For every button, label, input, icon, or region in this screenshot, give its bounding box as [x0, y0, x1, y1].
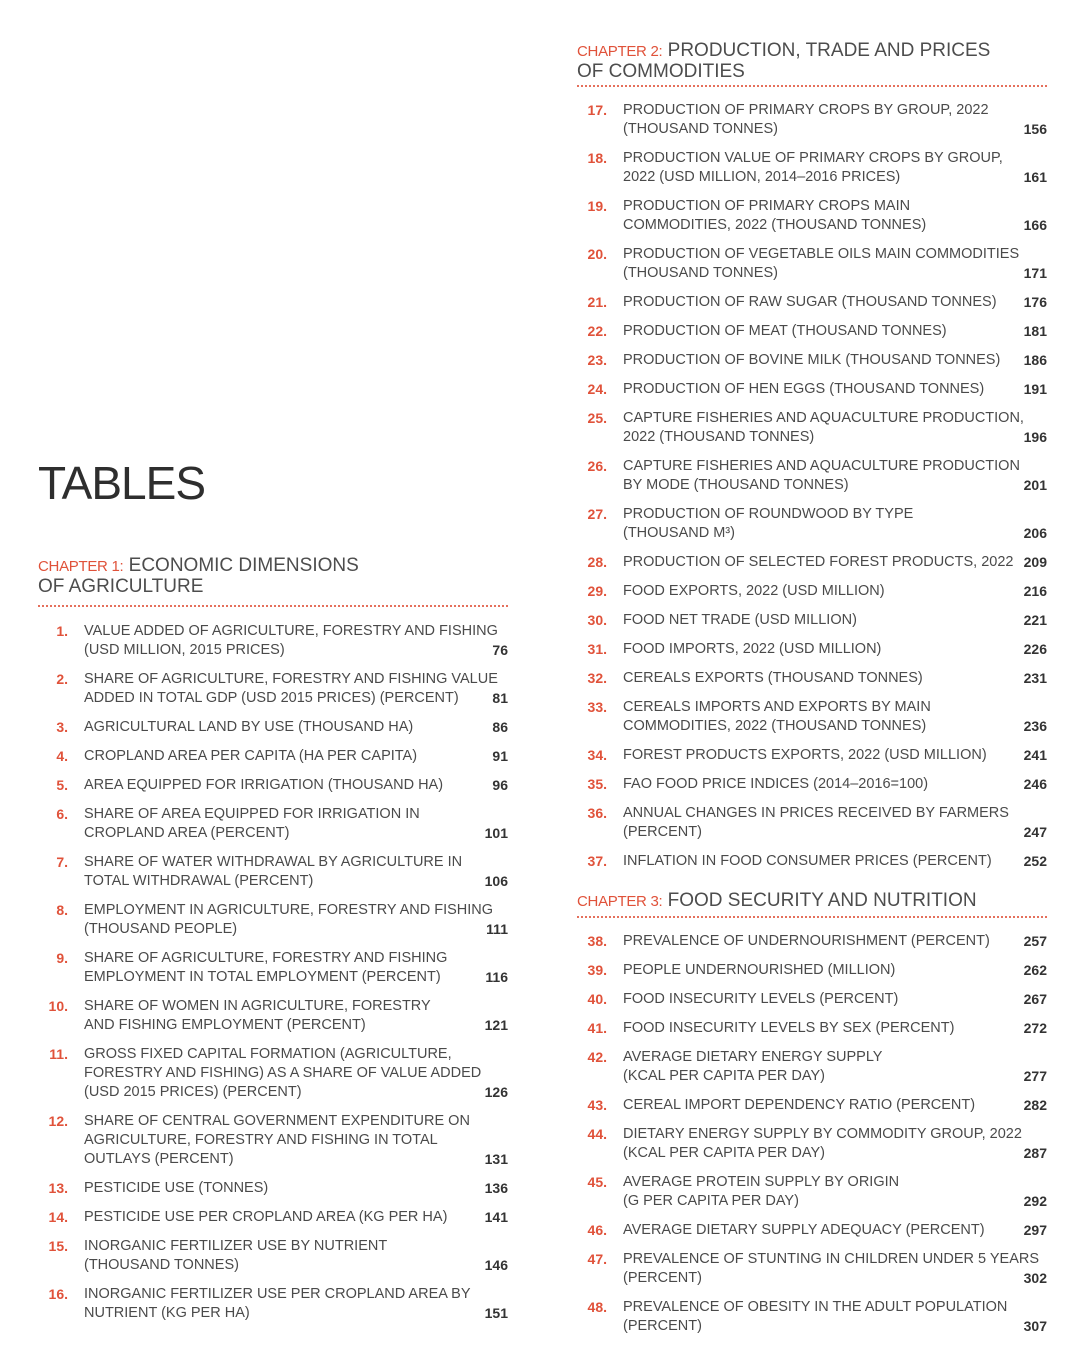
toc-entry-title	[623, 1298, 1007, 1336]
toc-entry-number: 11.	[49, 1046, 68, 1062]
toc-entry-title	[623, 553, 1014, 572]
toc-entry-title-line: SHARE OF WATER WITHDRAWAL BY AGRICULTURE IN	[84, 854, 463, 870]
toc-entry[interactable]	[38, 1045, 508, 1102]
toc-entry-title-line: DIETARY ENERGY SUPPLY BY COMMODITY GROUP, 2022	[623, 1126, 1022, 1142]
toc-entry[interactable]	[577, 804, 1047, 842]
chapter3-heading	[577, 891, 977, 912]
toc-entry-title-line: (THOUSAND TONNES)	[84, 1257, 239, 1273]
toc-entry-title	[623, 582, 885, 601]
toc-entry-title	[84, 1237, 387, 1275]
toc-entry-title-line: FOOD NET TRADE (USD MILLION)	[623, 612, 857, 628]
toc-entry-title-line: CEREALS EXPORTS (THOUSAND TONNES)	[623, 670, 923, 686]
toc-entry-title-line: PRODUCTION OF RAW SUGAR (THOUSAND TONNES)	[623, 294, 997, 310]
toc-entry-number: 29.	[587, 583, 607, 599]
toc-entry-number: 21.	[587, 294, 607, 310]
toc-entry-title-line: 2022 (THOUSAND TONNES)	[623, 429, 815, 445]
toc-entry[interactable]	[38, 622, 508, 660]
toc-entry[interactable]	[38, 1179, 508, 1198]
toc-entry[interactable]	[577, 197, 1047, 235]
toc-entry[interactable]	[38, 718, 508, 737]
toc-entry-title-line: (PERCENT)	[623, 1318, 702, 1334]
toc-entry[interactable]	[38, 1112, 508, 1169]
toc-entry-title-line: CEREAL IMPORT DEPENDENCY RATIO (PERCENT)	[623, 1097, 976, 1113]
toc-entry-title	[84, 901, 493, 939]
toc-entry-page-number: 292	[1023, 1193, 1047, 1209]
toc-entry-page-number: 246	[1023, 776, 1047, 792]
toc-entry-title	[84, 1045, 481, 1102]
toc-entry-page-number: 231	[1023, 670, 1047, 686]
toc-entry-title	[623, 1125, 1022, 1163]
chapter1-heading	[38, 556, 359, 597]
toc-entry-title-line: VALUE ADDED OF AGRICULTURE, FORESTRY AND FISHING	[84, 623, 498, 639]
toc-entry-number: 41.	[587, 1020, 607, 1036]
toc-entry-page-number: 201	[1023, 477, 1047, 493]
toc-entry-title-line: SHARE OF WOMEN IN AGRICULTURE, FORESTRY	[84, 998, 431, 1014]
toc-entry-title	[623, 932, 990, 951]
toc-entry-number: 39.	[587, 962, 607, 978]
toc-entry-title	[623, 1173, 899, 1211]
toc-entry-title-line: PESTICIDE USE (TONNES)	[84, 1180, 269, 1196]
toc-entry[interactable]	[38, 901, 508, 939]
toc-entry[interactable]	[577, 101, 1047, 139]
toc-entry-title-line: PRODUCTION VALUE OF PRIMARY CROPS BY GROUP,	[623, 150, 1003, 166]
toc-entry-number: 47.	[587, 1251, 607, 1267]
toc-entry-number: 42.	[587, 1049, 607, 1065]
toc-entry-title-line: GROSS FIXED CAPITAL FORMATION (AGRICULTURE,	[84, 1046, 452, 1062]
toc-entry[interactable]	[577, 1173, 1047, 1211]
toc-entry-title	[623, 611, 857, 630]
toc-entry-page-number: 216	[1023, 583, 1047, 599]
toc-entry[interactable]	[577, 1096, 1047, 1115]
toc-entry[interactable]	[577, 245, 1047, 283]
toc-entry[interactable]	[577, 961, 1047, 980]
toc-entry-title	[84, 949, 447, 987]
toc-entry[interactable]	[577, 553, 1047, 572]
toc-entry[interactable]	[38, 1208, 508, 1227]
toc-entry-page-number: 277	[1023, 1068, 1047, 1084]
toc-entry-page-number: 221	[1023, 612, 1047, 628]
toc-entry[interactable]	[577, 505, 1047, 543]
toc-entry[interactable]	[38, 670, 508, 708]
toc-entry-number: 46.	[587, 1222, 607, 1238]
toc-entry-title-line: PRODUCTION OF ROUNDWOOD BY TYPE	[623, 506, 914, 522]
toc-entry-title-line: FORESTRY AND FISHING) AS A SHARE OF VALUE ADDED	[84, 1065, 482, 1081]
toc-entry[interactable]	[38, 1285, 508, 1323]
toc-entry-title	[623, 1019, 954, 1038]
toc-entry-number: 3.	[56, 719, 68, 735]
toc-entry-title-line: CAPTURE FISHERIES AND AQUACULTURE PRODUCTION,	[623, 410, 1024, 426]
toc-entry-number: 38.	[587, 933, 607, 949]
toc-entry[interactable]	[577, 380, 1047, 399]
toc-entry-title	[623, 380, 984, 399]
toc-entry-number: 6.	[56, 806, 68, 822]
toc-entry[interactable]	[38, 949, 508, 987]
toc-entry-title	[623, 505, 913, 543]
toc-entry-title-line: SHARE OF CENTRAL GOVERNMENT EXPENDITURE ON	[84, 1113, 470, 1129]
toc-entry-title-line: PREVALENCE OF UNDERNOURISHMENT (PERCENT)	[623, 933, 990, 949]
toc-entry[interactable]	[577, 409, 1047, 447]
toc-entry-number: 40.	[587, 991, 607, 1007]
toc-entry-title	[623, 245, 1019, 283]
toc-entry-title-line: (THOUSAND M³)	[623, 525, 735, 541]
toc-entry-page-number: 101	[484, 825, 508, 841]
toc-entry-title-line: AVERAGE DIETARY ENERGY SUPPLY	[623, 1049, 883, 1065]
toc-entry[interactable]	[577, 1221, 1047, 1240]
toc-entry[interactable]	[577, 611, 1047, 630]
chapter3-title-line1: FOOD SECURITY AND NUTRITION	[667, 890, 977, 911]
toc-entry-title-line: (KCAL PER CAPITA PER DAY)	[623, 1068, 825, 1084]
toc-entry-number: 22.	[587, 323, 607, 339]
toc-entry-title	[623, 351, 1000, 370]
toc-entry-number: 10.	[48, 998, 68, 1014]
toc-entry-title-line: COMMODITIES, 2022 (THOUSAND TONNES)	[623, 217, 927, 233]
toc-entry-page-number: 241	[1023, 747, 1047, 763]
toc-entry-title-line: PRODUCTION OF PRIMARY CROPS MAIN	[623, 198, 911, 214]
toc-entry-page-number: 116	[485, 969, 508, 985]
toc-entry-title-line: NUTRIENT (KG PER HA)	[84, 1305, 250, 1321]
chapter2-divider	[577, 85, 1047, 87]
chapter1-toc-list	[38, 622, 508, 1322]
toc-entry[interactable]	[577, 1250, 1047, 1288]
toc-entry-page-number: 282	[1023, 1097, 1047, 1113]
toc-entry-page-number: 171	[1023, 265, 1047, 281]
chapter3-label: CHAPTER 3:	[577, 893, 663, 910]
toc-entry[interactable]	[577, 1125, 1047, 1163]
chapter1-title-line2: OF AGRICULTURE	[38, 576, 204, 597]
toc-entry-page-number: 297	[1023, 1222, 1047, 1238]
toc-entry-title	[84, 718, 413, 737]
toc-entry-page-number: 141	[484, 1209, 508, 1225]
toc-entry-title-line: CAPTURE FISHERIES AND AQUACULTURE PRODUCTION	[623, 458, 1020, 474]
toc-entry-title	[623, 1096, 975, 1115]
toc-entry-title-line: TOTAL WITHDRAWAL (PERCENT)	[84, 873, 314, 889]
toc-entry[interactable]	[38, 853, 508, 891]
toc-entry-page-number: 287	[1023, 1145, 1047, 1161]
toc-entry-title-line: OUTLAYS (PERCENT)	[84, 1151, 234, 1167]
toc-entry-title	[84, 805, 420, 843]
toc-entry-number: 16.	[48, 1286, 68, 1302]
toc-entry-title	[623, 1250, 1039, 1288]
toc-entry-page-number: 91	[492, 748, 508, 764]
page-title: TABLES	[38, 457, 205, 509]
toc-entry-title-line: (THOUSAND PEOPLE)	[84, 921, 238, 937]
toc-entry-page-number: 226	[1023, 641, 1047, 657]
toc-entry-title-line: (USD MILLION, 2015 PRICES)	[84, 642, 285, 658]
toc-entry-number: 19.	[587, 198, 607, 214]
toc-entry-title	[623, 746, 987, 765]
toc-entry-number: 44.	[587, 1126, 607, 1142]
toc-entry-title	[623, 101, 989, 139]
toc-entry[interactable]	[577, 669, 1047, 688]
toc-entry-title-line: EMPLOYMENT IN AGRICULTURE, FORESTRY AND FISHING	[84, 902, 494, 918]
toc-entry-number: 23.	[587, 352, 607, 368]
toc-entry-number: 17.	[587, 102, 607, 118]
toc-entry-page-number: 96	[492, 777, 508, 793]
toc-entry-number: 26.	[587, 458, 607, 474]
toc-entry-title	[84, 1285, 471, 1323]
toc-entry-number: 20.	[587, 246, 607, 262]
toc-entry-title	[623, 698, 931, 736]
toc-entry-title-line: (PERCENT)	[623, 1270, 702, 1286]
toc-entry-title-line: BY MODE (THOUSAND TONNES)	[623, 477, 849, 493]
toc-entry-title-line: AVERAGE DIETARY SUPPLY ADEQUACY (PERCENT)	[623, 1222, 985, 1238]
toc-entry-title-line: FOOD EXPORTS, 2022 (USD MILLION)	[623, 583, 885, 599]
toc-entry-title-line: FOREST PRODUCTS EXPORTS, 2022 (USD MILLION)	[623, 747, 987, 763]
toc-entry-title-line: FOOD INSECURITY LEVELS (PERCENT)	[623, 991, 899, 1007]
toc-entry-title-line: PREVALENCE OF OBESITY IN THE ADULT POPULATION	[623, 1299, 1008, 1315]
toc-entry-title-line: CROPLAND AREA (PERCENT)	[84, 825, 290, 841]
toc-entry-title-line: PRODUCTION OF BOVINE MILK (THOUSAND TONNES)	[623, 352, 1001, 368]
toc-entry-title	[623, 293, 997, 312]
toc-entry-page-number: 146	[484, 1257, 508, 1273]
toc-entry-title-line: SHARE OF AGRICULTURE, FORESTRY AND FISHING VALUE	[84, 671, 498, 687]
toc-entry-page-number: 191	[1023, 381, 1047, 397]
toc-entry-page-number: 302	[1023, 1270, 1047, 1286]
toc-entry-title	[623, 457, 1020, 495]
toc-entry-title-line: (G PER CAPITA PER DAY)	[623, 1193, 799, 1209]
toc-entry-page-number: 272	[1023, 1020, 1047, 1036]
toc-entry-title-line: SHARE OF AGRICULTURE, FORESTRY AND FISHING	[84, 950, 448, 966]
toc-entry[interactable]	[38, 805, 508, 843]
toc-entry[interactable]	[577, 698, 1047, 736]
toc-entry[interactable]	[577, 149, 1047, 187]
toc-entry-number: 15.	[48, 1238, 68, 1254]
toc-entry-number: 9.	[56, 950, 68, 966]
toc-entry-page-number: 106	[484, 873, 508, 889]
chapter1-divider	[38, 605, 508, 607]
toc-entry-page-number: 196	[1023, 429, 1047, 445]
toc-entry-title-line: CROPLAND AREA PER CAPITA (HA PER CAPITA)	[84, 748, 418, 764]
toc-entry-number: 27.	[587, 506, 607, 522]
chapter2-heading	[577, 41, 990, 82]
toc-entry-title-line: (PERCENT)	[623, 824, 702, 840]
toc-entry-number: 25.	[587, 410, 607, 426]
toc-entry-page-number: 267	[1023, 991, 1047, 1007]
toc-entry-title-line: SHARE OF AREA EQUIPPED FOR IRRIGATION IN	[84, 806, 420, 822]
toc-entry-page-number: 236	[1023, 718, 1047, 734]
toc-entry[interactable]	[577, 1298, 1047, 1336]
toc-entry-page-number: 156	[1023, 121, 1047, 137]
toc-entry-number: 7.	[56, 854, 68, 870]
toc-entry-title	[623, 640, 881, 659]
chapter2-label: CHAPTER 2:	[577, 43, 663, 60]
toc-entry-title	[84, 1112, 470, 1169]
toc-entry-page-number: 136	[484, 1180, 508, 1196]
toc-entry-number: 1.	[56, 623, 68, 639]
toc-entry-title	[84, 1208, 447, 1227]
toc-entry-number: 13.	[48, 1180, 68, 1196]
toc-entry-title-line: CEREALS IMPORTS AND EXPORTS BY MAIN	[623, 699, 931, 715]
toc-entry-title-line: INORGANIC FERTILIZER USE BY NUTRIENT	[84, 1238, 388, 1254]
toc-entry[interactable]	[577, 293, 1047, 312]
toc-entry-title	[623, 804, 1009, 842]
toc-entry-page-number: 111	[486, 921, 508, 937]
toc-entry-number: 34.	[587, 747, 607, 763]
toc-entry-number: 33.	[587, 699, 607, 715]
toc-entry-page-number: 252	[1023, 853, 1047, 869]
toc-entry-title	[84, 670, 498, 708]
toc-entry-title-line: AGRICULTURE, FORESTRY AND FISHING IN TOTAL	[84, 1132, 438, 1148]
toc-entry-page-number: 257	[1023, 933, 1047, 949]
toc-entry-title-line: PRODUCTION OF MEAT (THOUSAND TONNES)	[623, 323, 947, 339]
toc-entry-title	[84, 747, 417, 766]
toc-entry-page-number: 262	[1023, 962, 1047, 978]
toc-entry[interactable]	[577, 640, 1047, 659]
chapter3-divider	[577, 916, 1047, 918]
toc-entry-title	[623, 409, 1024, 447]
toc-entry-page-number: 176	[1023, 294, 1047, 310]
toc-entry-number: 5.	[56, 777, 68, 793]
toc-entry-title-line: FOOD IMPORTS, 2022 (USD MILLION)	[623, 641, 882, 657]
toc-entry-page-number: 86	[492, 719, 508, 735]
toc-entry-number: 30.	[587, 612, 607, 628]
toc-entry-title-line: PREVALENCE OF STUNTING IN CHILDREN UNDER 5 YEARS	[623, 1251, 1040, 1267]
toc-entry-title	[623, 1221, 985, 1240]
toc-entry-title-line: INORGANIC FERTILIZER USE PER CROPLAND AREA BY	[84, 1286, 471, 1302]
toc-entry[interactable]	[577, 351, 1047, 370]
toc-entry-title	[623, 852, 992, 871]
toc-entry-title-line: AVERAGE PROTEIN SUPPLY BY ORIGIN	[623, 1174, 900, 1190]
toc-entry-title	[623, 961, 895, 980]
toc-entry-number: 31.	[587, 641, 607, 657]
toc-entry-number: 24.	[587, 381, 607, 397]
toc-entry[interactable]	[577, 775, 1047, 794]
toc-entry-page-number: 206	[1023, 525, 1047, 541]
toc-entry-title	[623, 669, 923, 688]
toc-entry[interactable]	[38, 776, 508, 795]
toc-entry-number: 2.	[56, 671, 68, 687]
toc-entry-number: 8.	[56, 902, 68, 918]
chapter2-title-line1: PRODUCTION, TRADE AND PRICES	[667, 40, 991, 61]
toc-entry[interactable]	[38, 1237, 508, 1275]
toc-entry-title	[623, 775, 928, 794]
toc-entry-title	[84, 622, 498, 660]
toc-entry-page-number: 247	[1023, 824, 1047, 840]
toc-entry-number: 12.	[48, 1113, 68, 1129]
toc-entry-title-line: 2022 (USD MILLION, 2014–2016 PRICES)	[623, 169, 901, 185]
toc-entry[interactable]	[577, 746, 1047, 765]
toc-entry-title-line: (THOUSAND TONNES)	[623, 265, 778, 281]
toc-entry-title-line: COMMODITIES, 2022 (THOUSAND TONNES)	[623, 718, 927, 734]
toc-entry-page-number: 209	[1023, 554, 1047, 570]
toc-entry-title-line: PESTICIDE USE PER CROPLAND AREA (KG PER HA)	[84, 1209, 448, 1225]
toc-entry-title-line: EMPLOYMENT IN TOTAL EMPLOYMENT (PERCENT)	[84, 969, 441, 985]
toc-entry-page-number: 81	[492, 690, 508, 706]
toc-entry-title	[623, 1048, 882, 1086]
toc-entry-title	[84, 997, 431, 1035]
toc-entry-page-number: 166	[1023, 217, 1047, 233]
toc-entry-number: 4.	[56, 748, 68, 764]
toc-entry-title-line: FAO FOOD PRICE INDICES (2014–2016=100)	[623, 776, 929, 792]
toc-entry[interactable]	[577, 852, 1047, 871]
toc-entry-title-line: PRODUCTION OF SELECTED FOREST PRODUCTS, 2022	[623, 554, 1014, 570]
toc-entry-title	[623, 990, 898, 1009]
toc-entry-page-number: 186	[1023, 352, 1047, 368]
toc-entry-title	[623, 149, 1003, 187]
toc-entry-title	[623, 197, 926, 235]
toc-entry[interactable]	[577, 582, 1047, 601]
toc-entry[interactable]	[577, 457, 1047, 495]
toc-entry-page-number: 126	[484, 1084, 508, 1100]
toc-entry[interactable]	[38, 997, 508, 1035]
toc-entry-page-number: 151	[484, 1305, 508, 1321]
toc-entry-title-line: PRODUCTION OF HEN EGGS (THOUSAND TONNES)	[623, 381, 985, 397]
toc-entry-number: 18.	[587, 150, 607, 166]
toc-entry-title-line: PRODUCTION OF PRIMARY CROPS BY GROUP, 2022	[623, 102, 989, 118]
toc-entry[interactable]	[577, 932, 1047, 951]
toc-entry[interactable]	[577, 1019, 1047, 1038]
toc-entry-number: 35.	[587, 776, 607, 792]
toc-entry-title-line: AREA EQUIPPED FOR IRRIGATION (THOUSAND HA)	[84, 777, 444, 793]
toc-entry-page-number: 76	[492, 642, 508, 658]
toc-entry[interactable]	[38, 747, 508, 766]
toc-entry-title-line: PEOPLE UNDERNOURISHED (MILLION)	[623, 962, 896, 978]
toc-entry-title-line: ADDED IN TOTAL GDP (USD 2015 PRICES) (PERCENT)	[84, 690, 459, 706]
toc-entry-number: 43.	[587, 1097, 607, 1113]
toc-entry-page-number: 121	[484, 1017, 508, 1033]
toc-entry-title-line: PRODUCTION OF VEGETABLE OILS MAIN COMMODITIES	[623, 246, 1020, 262]
chapter1-label: CHAPTER 1:	[38, 558, 124, 575]
toc-entry-title-line: INFLATION IN FOOD CONSUMER PRICES (PERCENT)	[623, 853, 992, 869]
toc-entry-title	[84, 1179, 268, 1198]
toc-entry-title-line: FOOD INSECURITY LEVELS BY SEX (PERCENT)	[623, 1020, 955, 1036]
chapter2-title-line2: OF COMMODITIES	[577, 61, 745, 82]
toc-entry-page-number: 161	[1023, 169, 1047, 185]
toc-entry[interactable]	[577, 1048, 1047, 1086]
toc-entry-number: 45.	[587, 1174, 607, 1190]
toc-entry-title-line: (THOUSAND TONNES)	[623, 121, 778, 137]
toc-entry-number: 32.	[587, 670, 607, 686]
toc-entry-number: 36.	[587, 805, 607, 821]
toc-entry-number: 37.	[587, 853, 607, 869]
toc-entry-title-line: (USD 2015 PRICES) (PERCENT)	[84, 1084, 302, 1100]
toc-entry-page-number: 307	[1023, 1318, 1047, 1334]
toc-entry-title-line: AND FISHING EMPLOYMENT (PERCENT)	[84, 1017, 366, 1033]
toc-entry-number: 48.	[587, 1299, 607, 1315]
chapter2-toc-list	[577, 101, 1047, 871]
chapter1-title-line1: ECONOMIC DIMENSIONS	[128, 555, 359, 576]
toc-entry-number: 14.	[48, 1209, 68, 1225]
toc-entry-title-line: (KCAL PER CAPITA PER DAY)	[623, 1145, 825, 1161]
toc-entry-title	[623, 322, 947, 341]
toc-entry-title	[84, 853, 462, 891]
toc-entry-page-number: 131	[484, 1151, 508, 1167]
toc-entry-number: 28.	[587, 554, 607, 570]
toc-entry-page-number: 181	[1023, 323, 1047, 339]
toc-entry-title	[84, 776, 443, 795]
toc-entry-title-line: ANNUAL CHANGES IN PRICES RECEIVED BY FARMERS	[623, 805, 1009, 821]
chapter3-toc-list	[577, 932, 1047, 1352]
toc-entry-title-line: AGRICULTURAL LAND BY USE (THOUSAND HA)	[84, 719, 414, 735]
toc-entry[interactable]	[577, 990, 1047, 1009]
toc-entry[interactable]	[577, 322, 1047, 341]
